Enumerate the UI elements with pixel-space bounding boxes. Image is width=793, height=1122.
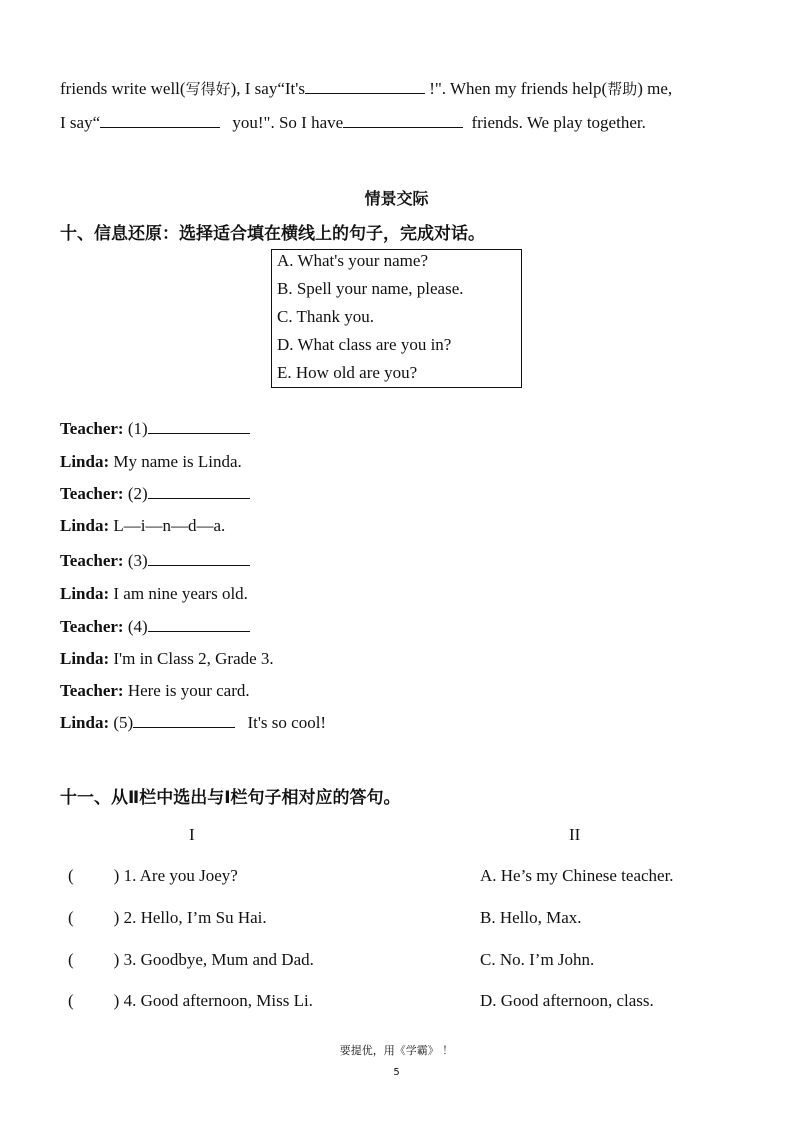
dialogue-line bbox=[60, 484, 250, 504]
dialogue-text: I'm in Class 2, Grade 3. bbox=[109, 649, 274, 668]
dialogue-text: My name is Linda. bbox=[109, 452, 242, 471]
match-row bbox=[68, 991, 313, 1011]
answer-option: B. Hello, Max. bbox=[480, 908, 582, 927]
question-text: 3. Goodbye, Mum and Dad. bbox=[123, 950, 314, 969]
passage-line-2 bbox=[60, 113, 646, 133]
match-row bbox=[68, 866, 238, 886]
footer-slogan: 要提优，用《学霸》 ！ bbox=[339, 1044, 454, 1057]
dialogue-text: Here is your card. bbox=[123, 681, 250, 700]
speaker-label: Linda: bbox=[60, 584, 110, 603]
option-c: C. Thank you. bbox=[277, 307, 374, 326]
column-1-header: I bbox=[189, 825, 195, 844]
options-box bbox=[271, 249, 522, 388]
answer-blank[interactable] bbox=[148, 551, 250, 566]
dialogue-line bbox=[60, 419, 250, 439]
section-11-title: 十一、从Ⅱ栏中选出与Ⅰ栏句子相对应的答句。 bbox=[60, 788, 401, 808]
passage-text: !". When my friends help( bbox=[424, 79, 608, 98]
answer-blank[interactable] bbox=[343, 113, 463, 128]
section-header: 情景交际 bbox=[364, 189, 429, 208]
speaker-label: Linda: bbox=[60, 649, 110, 668]
match-row bbox=[68, 908, 267, 928]
answer-blank[interactable] bbox=[100, 113, 220, 128]
speaker-label: Linda: bbox=[60, 713, 110, 732]
passage-text: ) me, bbox=[637, 79, 673, 98]
option-d: D. What class are you in? bbox=[277, 335, 452, 354]
section-10-title: 十、信息还原：选择适合填在横线上的句子，完成对话。 bbox=[60, 224, 485, 244]
answer-paren-open[interactable]: ( bbox=[68, 908, 74, 927]
answer-paren-close: ) bbox=[113, 908, 120, 927]
speaker-label: Teacher: bbox=[60, 551, 124, 570]
answer-paren-open[interactable]: ( bbox=[68, 991, 74, 1010]
option-a: A. What's your name? bbox=[277, 251, 428, 270]
option-e: E. How old are you? bbox=[277, 363, 418, 382]
speaker-label: Teacher: bbox=[60, 681, 124, 700]
question-text: 2. Hello, I’m Su Hai. bbox=[123, 908, 267, 927]
passage-text: friends. We play together. bbox=[467, 113, 646, 132]
speaker-label: Teacher: bbox=[60, 484, 124, 503]
answer-paren-close: ) bbox=[113, 991, 120, 1010]
answer-paren-close: ) bbox=[113, 866, 120, 885]
answer-option: A. He’s my Chinese teacher. bbox=[480, 866, 674, 885]
dialogue-line bbox=[60, 584, 248, 604]
answer-blank[interactable] bbox=[148, 419, 250, 434]
answer-paren-close: ) bbox=[113, 950, 120, 969]
dialogue-line bbox=[60, 649, 274, 669]
passage-text: friends write well( bbox=[60, 79, 186, 98]
speaker-label: Linda: bbox=[60, 452, 110, 471]
dialogue-line bbox=[60, 617, 250, 637]
answer-paren-open[interactable]: ( bbox=[68, 866, 74, 885]
passage-text: I say“ bbox=[60, 113, 101, 132]
answer-option: C. No. I’m John. bbox=[480, 950, 595, 969]
answer-paren-open[interactable]: ( bbox=[68, 950, 74, 969]
dialogue-text: (2) bbox=[123, 484, 148, 503]
answer-option: D. Good afternoon, class. bbox=[480, 991, 654, 1010]
dialogue-text: (5) bbox=[109, 713, 134, 732]
dialogue-text: I am nine years old. bbox=[109, 584, 248, 603]
speaker-label: Teacher: bbox=[60, 617, 124, 636]
speaker-label: Linda: bbox=[60, 516, 110, 535]
option-b: B. Spell your name, please. bbox=[277, 279, 464, 298]
dialogue-text: (3) bbox=[123, 551, 148, 570]
passage-chinese-gloss: 帮助 bbox=[607, 80, 638, 98]
speaker-label: Teacher: bbox=[60, 419, 124, 438]
dialogue-line bbox=[60, 681, 250, 701]
answer-blank[interactable] bbox=[133, 713, 235, 728]
match-row bbox=[68, 950, 314, 970]
dialogue-text: L—i—n—d—a. bbox=[109, 516, 226, 535]
dialogue-line bbox=[60, 551, 250, 571]
passage-text: you!". So I have bbox=[228, 113, 344, 132]
dialogue-text: It's so cool! bbox=[243, 713, 327, 732]
question-text: 1. Are you Joey? bbox=[123, 866, 238, 885]
question-text: 4. Good afternoon, Miss Li. bbox=[123, 991, 313, 1010]
answer-blank[interactable] bbox=[148, 484, 250, 499]
dialogue-line bbox=[60, 516, 225, 536]
dialogue-text: (4) bbox=[123, 617, 148, 636]
passage-text: ), I say“It's bbox=[230, 79, 305, 98]
answer-blank[interactable] bbox=[148, 617, 250, 632]
passage-chinese-gloss: 写得好 bbox=[185, 80, 231, 98]
dialogue-text: (1) bbox=[123, 419, 148, 438]
dialogue-line bbox=[60, 713, 326, 733]
passage-line-1 bbox=[60, 78, 672, 99]
dialogue-line bbox=[60, 452, 242, 472]
answer-blank[interactable] bbox=[305, 79, 425, 94]
page-number: 5 bbox=[393, 1067, 400, 1078]
column-2-header: II bbox=[569, 825, 581, 844]
